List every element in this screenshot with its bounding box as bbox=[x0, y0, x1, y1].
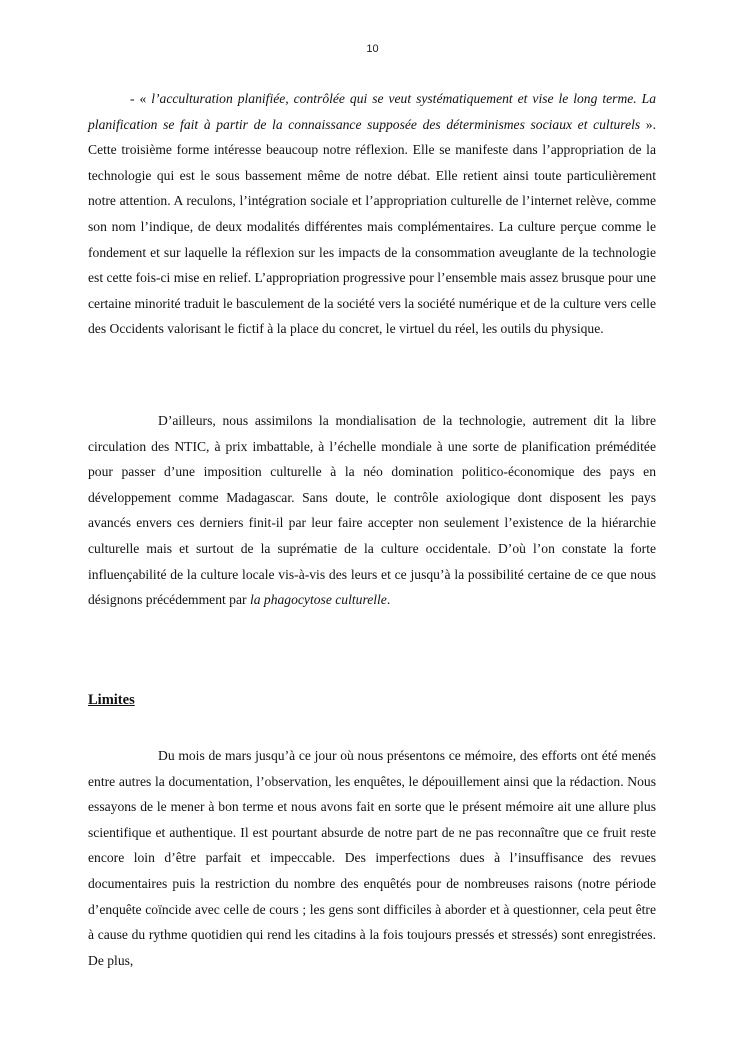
paragraph-text bbox=[88, 86, 656, 342]
paragraph-limites bbox=[88, 743, 656, 973]
page-number: 10 bbox=[366, 43, 379, 55]
paragraph-text bbox=[88, 408, 656, 613]
paragraph-lead: - « bbox=[130, 91, 147, 106]
paragraph-text: Du mois de mars jusqu’à ce jour où nous présentons ce mémoire, des efforts ont été menés entre autres la documentation, l’observation, les enquêtes, le dépouillement ainsi que la rédaction. Nous essayons de le mener à bon terme et nous avons fait en sorte que le présent mémoire ait une allure plus scientifique et authentique. Il est pourtant absurde de notre part de ne pas reconnaître que ce fruit reste encore loin d’être parfait et impeccable. Des imperfections dues à l’insuffisance des revues documentaires puis la restriction du nombre des enquêtés pour de nombreuses raisons (notre période d’enquête coïncide avec celle de cours ; les gens sont difficiles à aborder et à questionner, cela peut être à cause du rythme quotidien qui rend les citadins à la fois toujours pressés et stressés) sont enregistrées. De plus, bbox=[88, 748, 656, 968]
section-heading-limites: Limites bbox=[88, 692, 135, 708]
paragraph-mondialisation bbox=[88, 408, 656, 613]
paragraph-body: ». Cette troisième forme intéresse beaucoup notre réflexion. Elle se manifeste dans l’appropriation de la technologie qui est le sous bassement même de notre débat. Elle retient ainsi toute particulièrement notre attention. A reculons, l’intégration sociale et l’appropriation culturelle de l’internet relève, comme son nom l’indique, de deux modalités différentes mais complémentaires. La culture perçue comme le fondement et sur laquelle la réflexion sur les impacts de la consommation aveuglante de la technologie est cette fois-ci mise en relief. L’appropriation progressive pour l’ensemble mais assez brusque pour une certaine minorité traduit le basculement de la société vers la société numérique et de la culture vers celle des Occidents valorisant le fictif à la place du concret, le virtuel du réel, les outils du physique. bbox=[88, 116, 656, 337]
paragraph-body: D’ailleurs, nous assimilons la mondialisation de la technologie, autrement dit la libre circulation des NTIC, à prix imbattable, à l’échelle mondiale à une sorte de planification préméditée pour passer d’une imposition culturelle à la néo domination politico-économique des pays en développement comme Madagascar. Sans doute, le contrôle axiologique dont disposent les pays avancés envers ces derniers finit-il par leur faire accepter non seulement l’existence de la hiérarchie culturelle mais et surtout de la suprématie de la culture occidentale. D’où l’on constate la forte influençabilité de la culture locale vis-à-vis des leurs et ce jusqu’à la possibilité certaine de ce que nous désignons précédemment par bbox=[88, 413, 656, 608]
paragraph-end: . bbox=[386, 592, 391, 608]
paragraph-acculturation bbox=[88, 86, 656, 342]
quote-italic: l’acculturation planifiée, contrôlée qui se veut systématiquement et vise le long terme. La planification se fait à partir de la connaissance supposée des déterminismes sociaux et culturels bbox=[88, 91, 656, 132]
italic-term: la phagocytose culturelle bbox=[249, 592, 387, 608]
